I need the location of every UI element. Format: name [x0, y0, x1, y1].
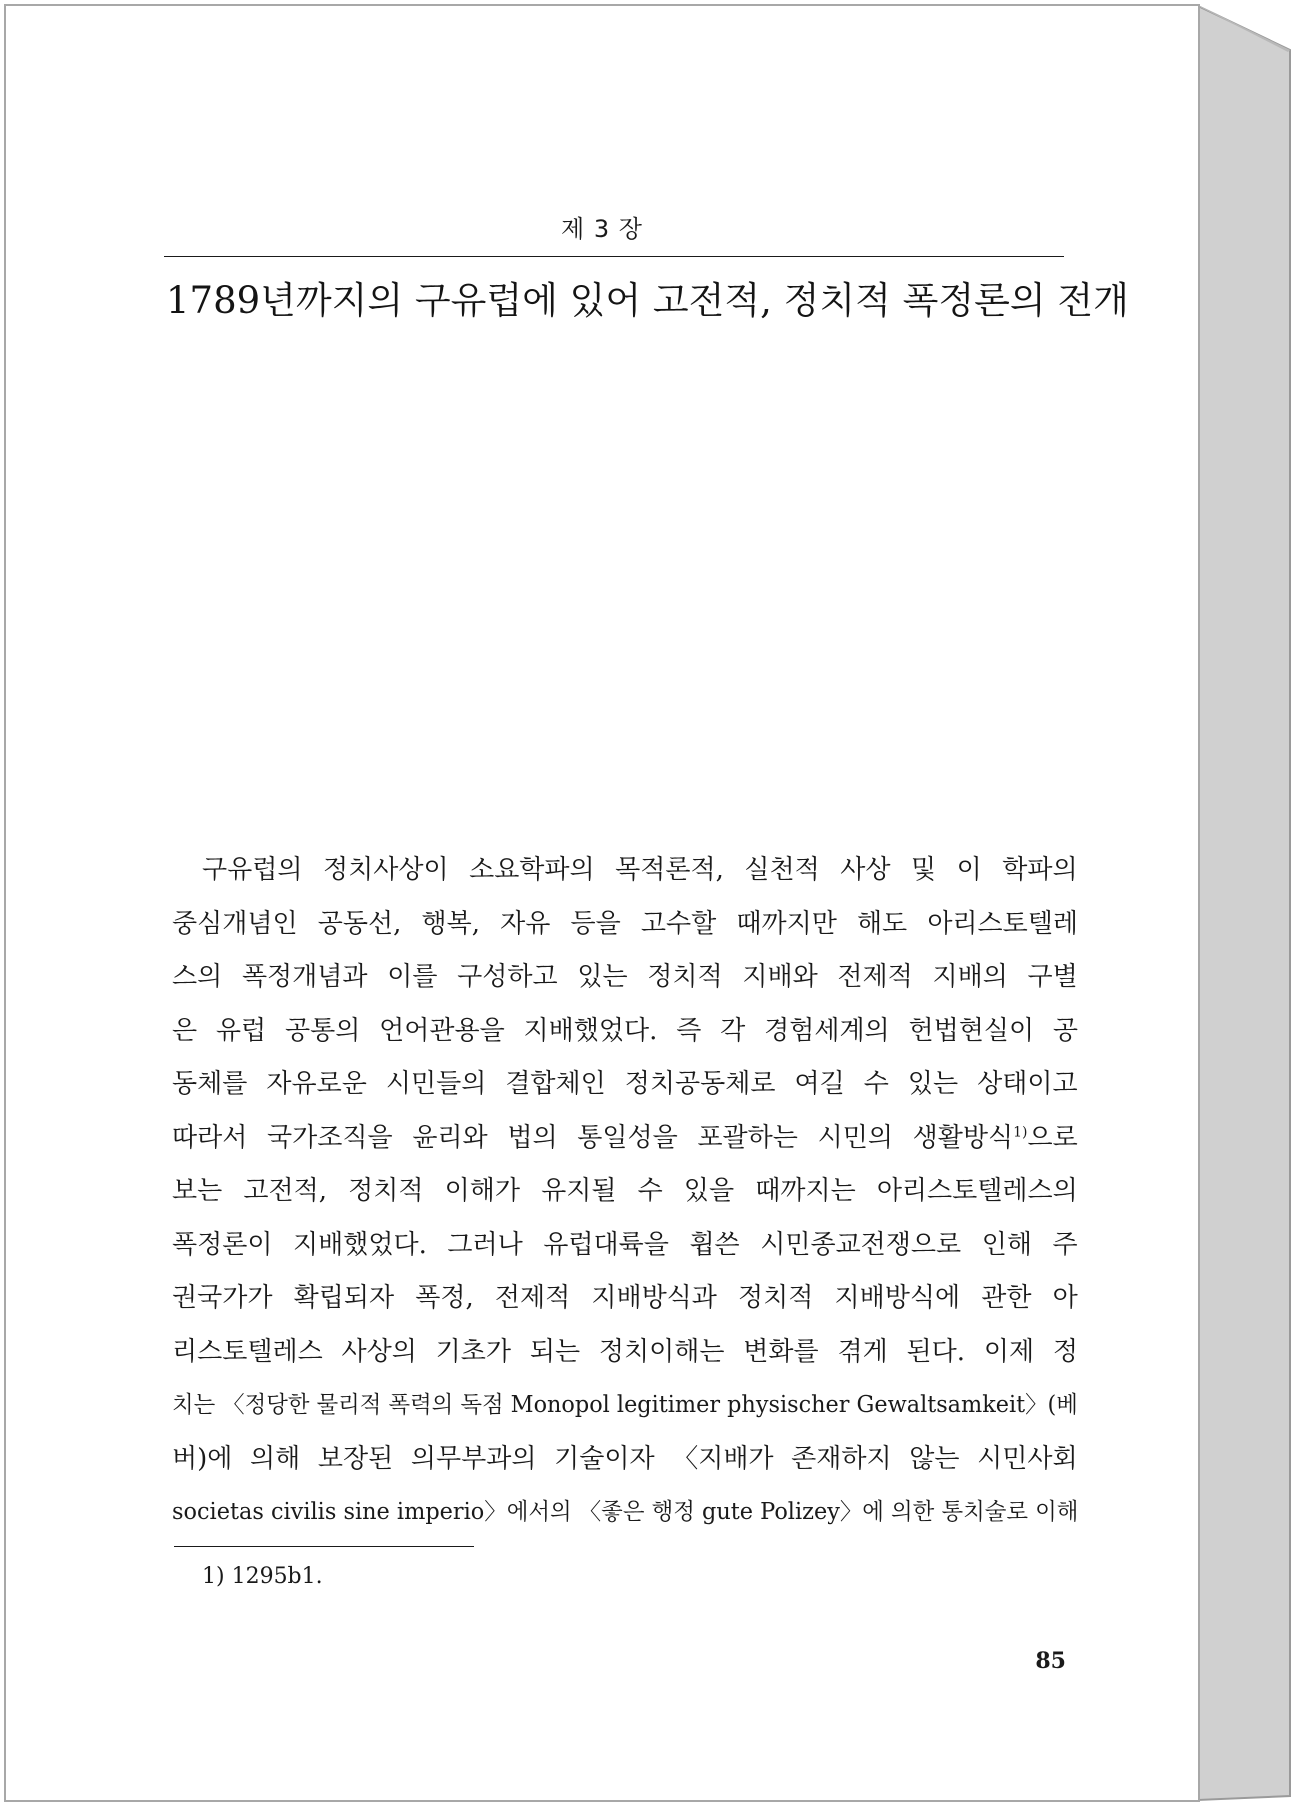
footnote-divider — [174, 1546, 474, 1547]
body-line — [172, 1272, 1078, 1326]
body-line-text: 따라서 국가조직을 윤리와 법의 통일성을 포괄하는 시민의 생활방식 — [172, 1122, 1014, 1153]
body-line — [172, 1379, 1078, 1433]
body-line-text: 폭정론이 지배했었다. 그러나 유럽대륙을 휩쓴 시민종교전쟁으로 인해 주 — [172, 1229, 1078, 1260]
body-line — [172, 1165, 1078, 1219]
body-line — [172, 1433, 1078, 1487]
body-line — [172, 1005, 1078, 1059]
body-line-text: societas civilis sine imperio〉에서의 〈좋은 행정 gute Polizey〉에 의한 통치술로 이해 — [172, 1499, 1079, 1525]
book-spine-side — [1198, 6, 1290, 1800]
body-line — [172, 1486, 1078, 1540]
body-line-text: 보는 고전적, 정치적 이해가 유지될 수 있을 때까지는 아리스토텔레스의 — [172, 1176, 1078, 1206]
body-line — [172, 844, 1078, 898]
body-line — [172, 951, 1078, 1005]
chapter-label: 제 3 장 — [561, 215, 643, 243]
body-line-text: 버)에 의해 보장된 의무부과의 기술이자 〈지배가 존재하지 않는 시민사회 — [172, 1443, 1078, 1474]
body-line-text: 은 유럽 공통의 언어관용을 지배했었다. 즉 각 경험세계의 헌법현실이 공 — [172, 1015, 1079, 1046]
title-divider — [164, 256, 1064, 257]
chapter-title: 1789년까지의 구유럽에 있어 고전적, 정치적 폭정론의 전개 — [166, 279, 1129, 322]
body-line-text: 리스토텔레스 사상의 기초가 되는 정치이해는 변화를 겪게 된다. 이제 정 — [172, 1336, 1079, 1367]
body-line-text: 스의 폭정개념과 이를 구성하고 있는 정치적 지배와 전제적 지배의 구별 — [172, 962, 1078, 992]
footnote: 1) 1295b1. — [202, 1564, 323, 1589]
footnote-reference: 1) — [1013, 1123, 1028, 1140]
body-line — [172, 1326, 1078, 1380]
page-number: 85 — [1035, 1648, 1066, 1674]
body-line-text: 중심개념인 공동선, 행복, 자유 등을 고수할 때까지만 해도 아리스토텔레 — [172, 908, 1079, 939]
body-paragraph — [172, 844, 1078, 1540]
body-line-text: 치는 〈정당한 물리적 폭력의 독점 Monopol legitimer physischer Gewaltsamkeit〉(베 — [172, 1392, 1078, 1418]
book-page — [6, 6, 1198, 1800]
body-line-text: 권국가가 확립되자 폭정, 전제적 지배방식과 정치적 지배방식에 관한 아 — [172, 1283, 1078, 1313]
body-line — [172, 1112, 1078, 1166]
body-line-text: 구유럽의 정치사상이 소요학파의 목적론적, 실천적 사상 및 이 학파의 — [202, 855, 1078, 885]
body-line — [172, 1058, 1078, 1112]
body-line — [172, 898, 1078, 952]
body-line-tail: 으로 — [1027, 1122, 1078, 1153]
body-line — [172, 1219, 1078, 1273]
body-line-text: 동체를 자유로운 시민들의 결합체인 정치공동체로 여길 수 있는 상태이고 — [172, 1069, 1078, 1099]
